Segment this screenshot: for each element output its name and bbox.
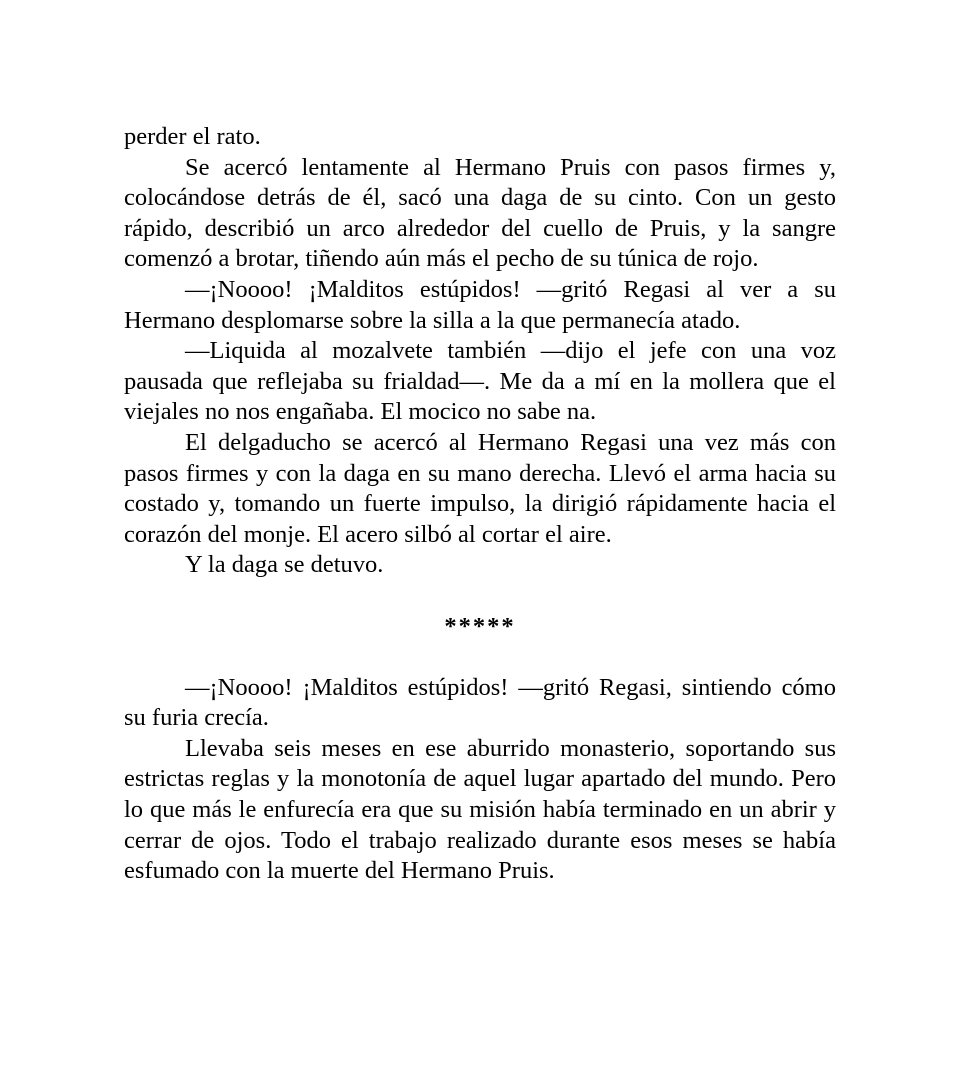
paragraph: Llevaba seis meses en ese aburrido monasterio, soportando sus estrictas reglas y la monotonía de aquel lugar apartado del mundo. Pero lo que más le enfurecía era que su misión había terminado en un abrir y cerrar de ojos. Todo el trabajo realizado durante esos meses se había esfumado con la muerte del Hermano Pruis. (124, 734, 836, 885)
paragraph: Y la daga se detuvo. (185, 551, 384, 579)
paragraph: Se acercó lentamente al Hermano Pruis con pasos firmes y, colocándose detrás de él, sacó una daga de su cinto. Con un gesto rápido, describió un arco alrededor del cuello de Pruis, y la sangre comenzó a brotar, tiñendo aún más el pecho de su túnica de rojo. (124, 153, 836, 273)
book-page (124, 0, 836, 887)
paragraph: El delgaducho se acercó al Hermano Regasi una vez más con pasos firmes y con la daga en su mano derecha. Llevó el arma hacia su costado y, tomando un fuerte impulso, la dirigió rápidamente hacia el corazón del monje. El acero silbó al cortar el aire. (124, 428, 836, 548)
paragraph-continuation: perder el rato. (124, 123, 261, 150)
paragraph: —¡Noooo! ¡Malditos estúpidos! —gritó Regasi, sintiendo cómo su furia crecía. (124, 673, 836, 732)
paragraph: —¡Noooo! ¡Malditos estúpidos! —gritó Regasi al ver a su Hermano desplomarse sobre la silla a la que permanecía atado. (124, 275, 836, 334)
section-break: ***** (444, 612, 516, 640)
paragraph: —Liquida al mozalvete también —dijo el jefe con una voz pausada que reflejaba su frialdad—. Me da a mí en la mollera que el viejales no nos engañaba. El mocico no sabe na. (124, 337, 836, 426)
